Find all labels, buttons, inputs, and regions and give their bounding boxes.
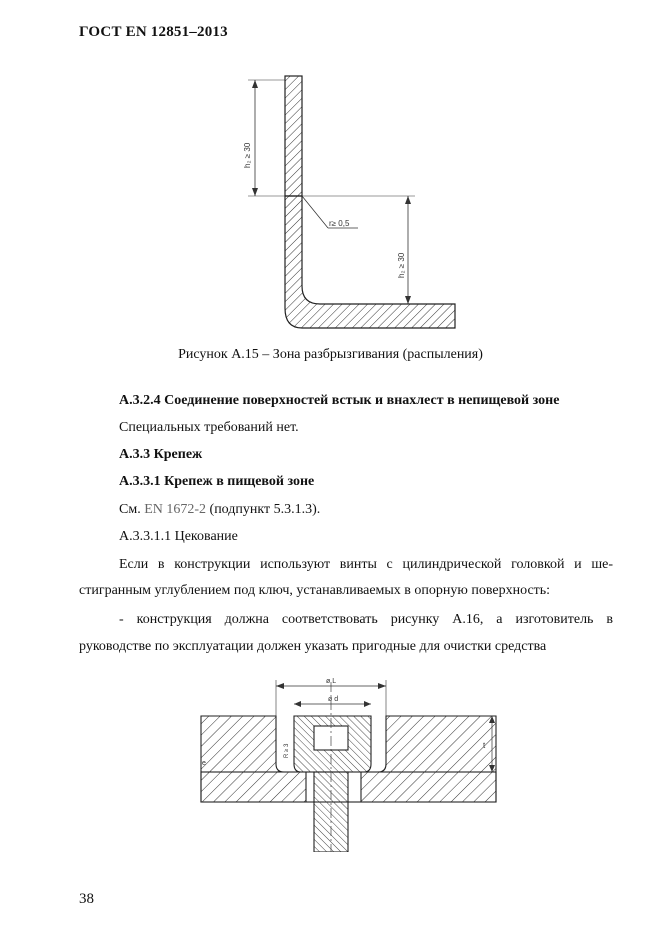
section-a331-heading: А.3.3.1 Крепеж в пищевой зоне (119, 474, 315, 489)
plate-right-body (361, 716, 496, 802)
page-number: 38 (79, 891, 94, 907)
section-a324-heading: А.3.2.4 Соединение поверхностей встык и внахлест в непищевой зоне (119, 393, 560, 408)
dim-h-upper: h₂ ≥ 30 (243, 142, 252, 168)
figure-a15-drawing (230, 68, 470, 336)
dim-e: e (202, 760, 206, 767)
ref-suffix: (подпункт 5.3.1.3). (206, 502, 321, 517)
dim-depth-t: t (483, 741, 486, 750)
document-code-header: ГОСТ EN 12851–2013 (79, 24, 228, 40)
ref-link-en1672[interactable]: EN 1672-2 (144, 502, 207, 517)
dim-diameter-d: ø d (328, 696, 339, 703)
ref-prefix: См. (119, 502, 145, 517)
dim-h-lower: h₂ ≥ 30 (397, 252, 406, 278)
paragraph1-line1: Если в конструкции используют винты с цилиндрической головкой и ше- (119, 557, 613, 572)
dim-radius-r: R ≥ 3 (284, 743, 290, 758)
paragraph2-line2: руководстве по эксплуатации должен указать пригодные для очистки средства (79, 639, 547, 654)
section-a331-reference (119, 500, 320, 520)
figure-a16-drawing (196, 672, 516, 852)
plate-left (201, 716, 306, 802)
section-a3311-heading: А.3.3.1.1 Цекование (119, 529, 238, 544)
section-a33-heading: А.3.3 Крепеж (119, 447, 203, 462)
paragraph2-line1: - конструкция должна соответствовать рисунку А.16, а изготовитель в (119, 612, 613, 627)
dim-diameter-l: ø L (326, 678, 337, 685)
paragraph1-line2: стигранным углублением под ключ, устанавливаемых в опорную поверхность: (79, 583, 551, 598)
dim-radius: r≥ 0,5 (329, 219, 350, 228)
figure-a15-caption: Рисунок А.15 – Зона разбрызгивания (распыления) (178, 347, 483, 362)
section-a324-text: Специальных требований нет. (119, 420, 299, 435)
upper-plate (285, 76, 302, 196)
l-bracket (285, 196, 455, 328)
